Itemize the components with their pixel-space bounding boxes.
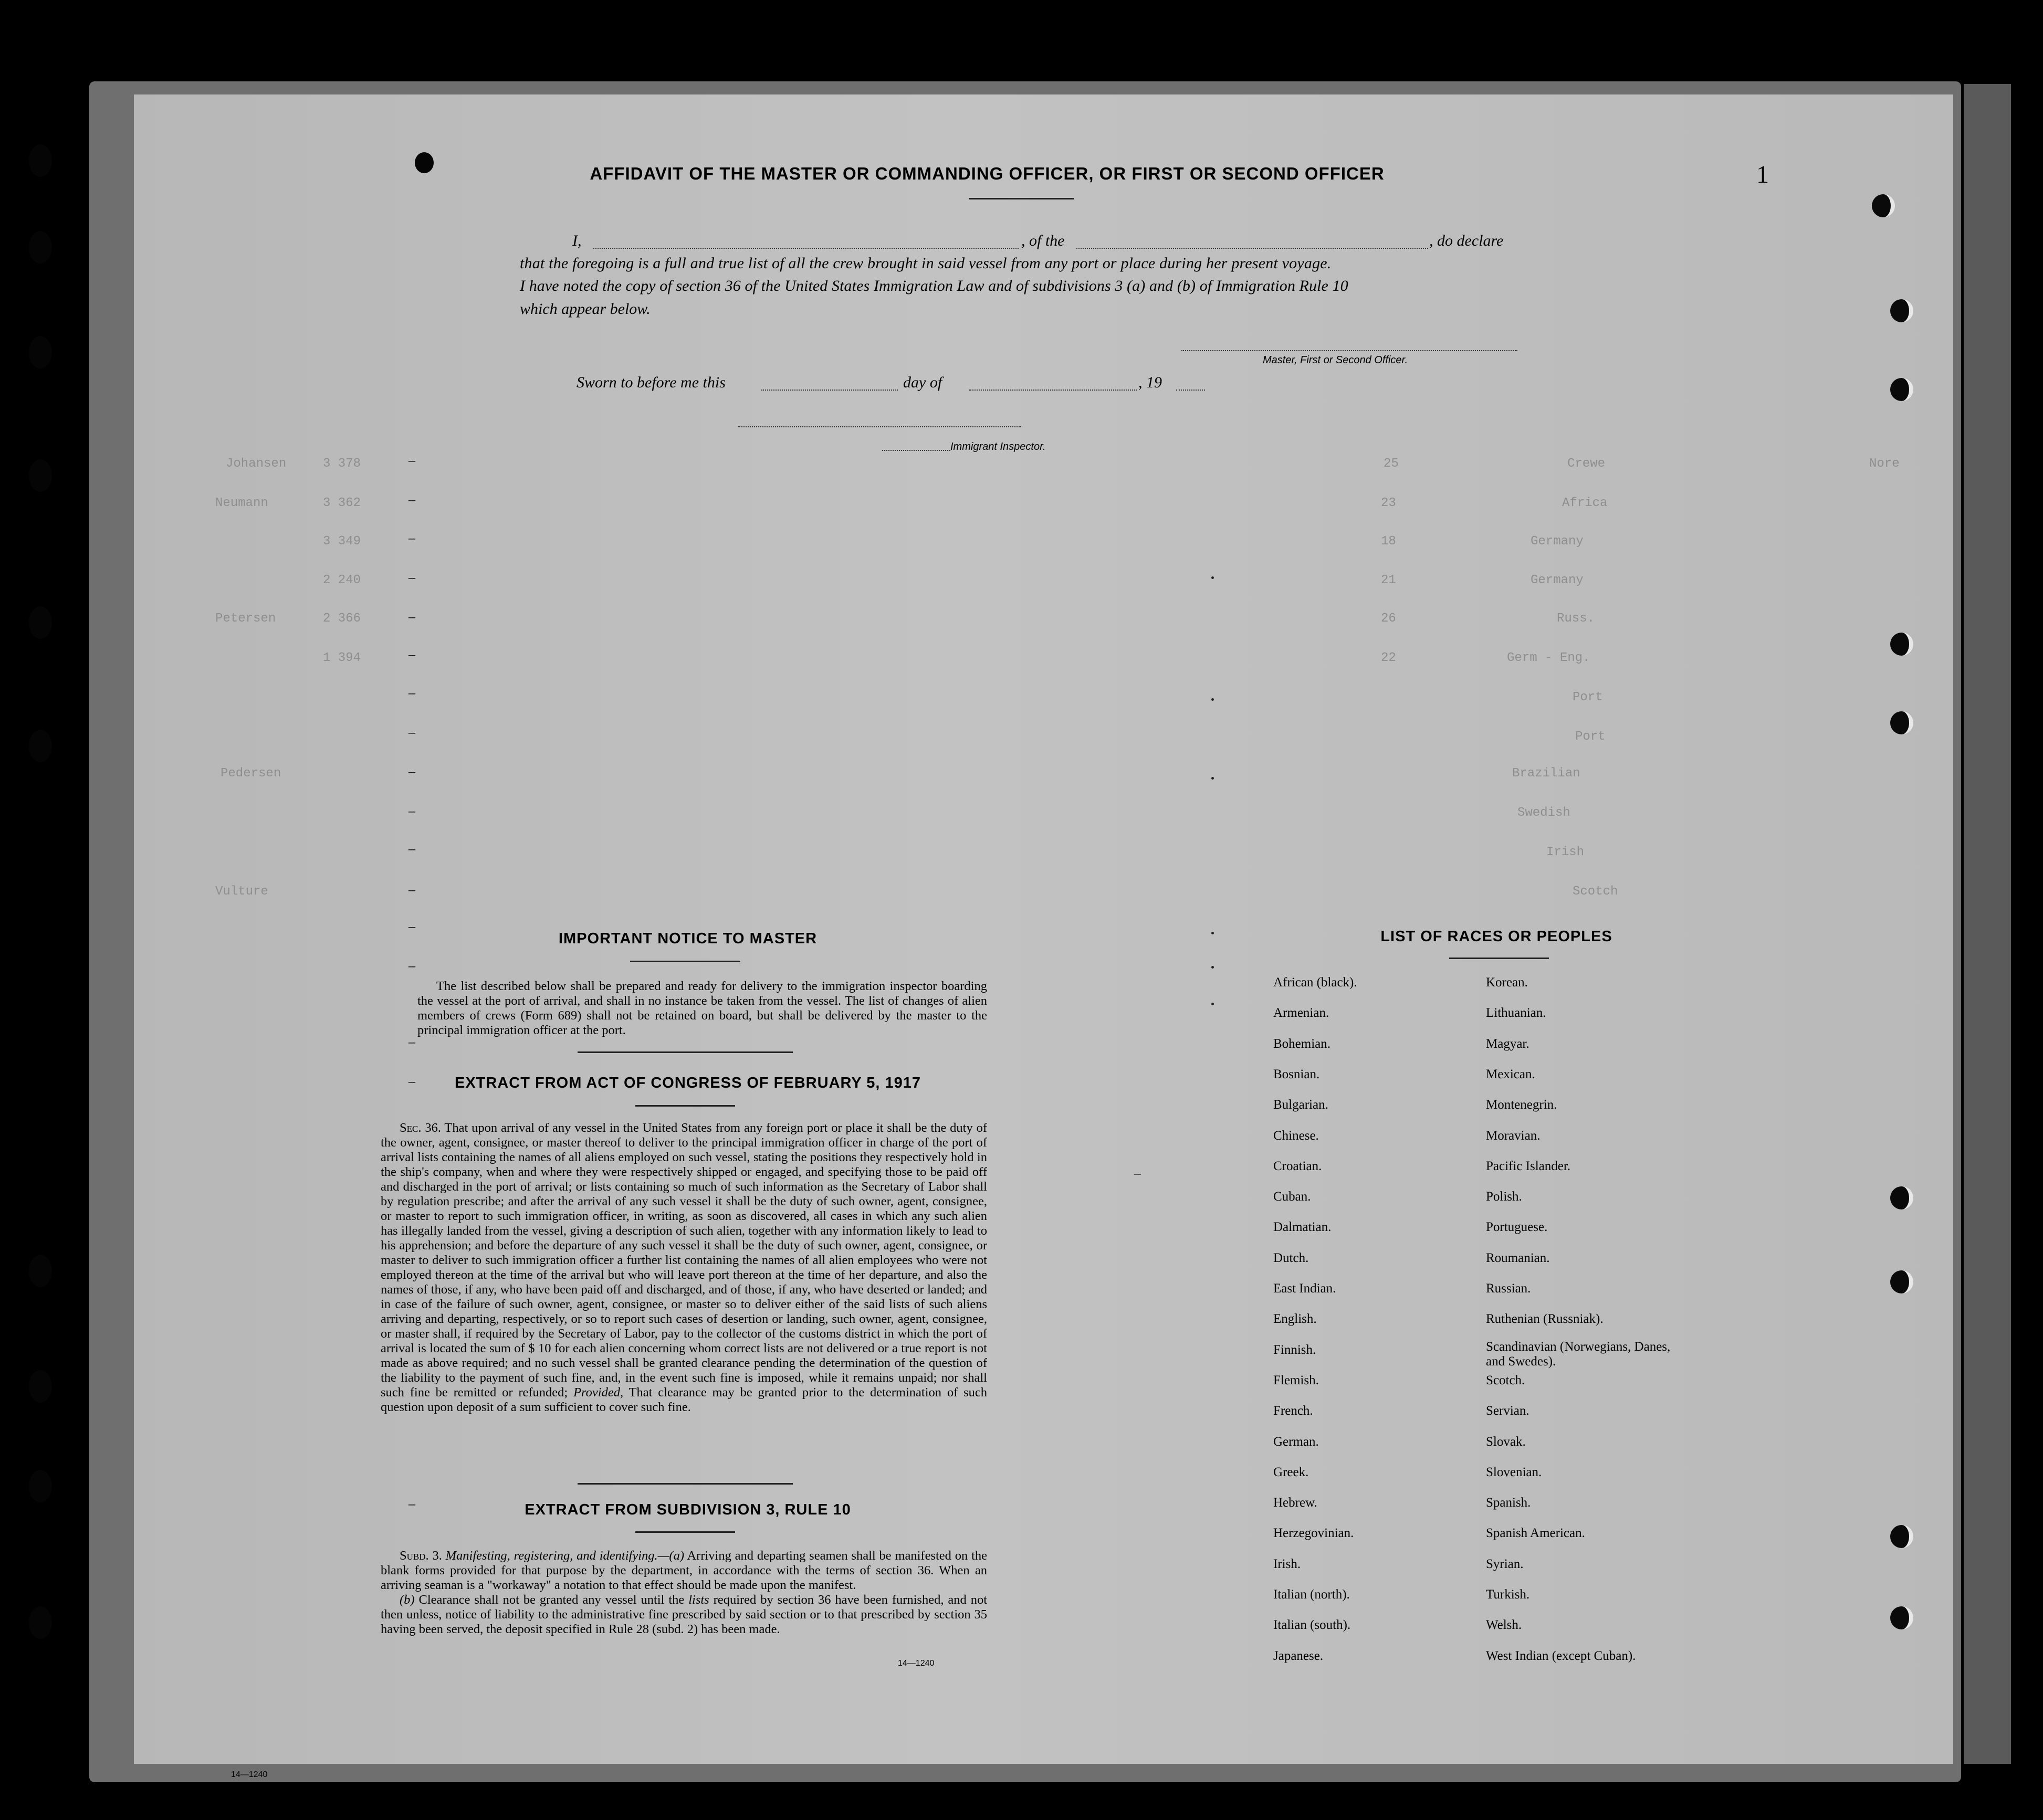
bleed-through: Crewe — [1567, 457, 1606, 471]
row-dash: – — [408, 453, 415, 468]
affidavit-declare: , do declare — [1429, 232, 1504, 249]
affidavit-of-the: , of the — [1021, 232, 1065, 249]
row-dash: – — [408, 1034, 415, 1049]
row-dash: – — [408, 492, 415, 507]
provided-label: Provided, — [573, 1385, 624, 1400]
bleed-through: 23 — [1381, 496, 1396, 510]
bleed-through: Scotch — [1573, 885, 1618, 899]
footer-form-number: 14—1240 — [231, 1770, 268, 1779]
binder-hole — [29, 1370, 52, 1403]
row-dash: – — [408, 882, 415, 897]
race-item: Roumanian. — [1486, 1250, 1550, 1265]
notice-paragraph: The list described below shall be prepared and ready for delivery to the immigration inspector boarding the vessel at the port of arrival, and shall in no instance be taken from the vessel. The list of changes of alien members of crews (Form 689) shall not be retained on board, but shall be delivered by the master to the principal immigration officer at the port. — [417, 979, 987, 1037]
races-rule — [1449, 958, 1549, 959]
race-item: West Indian (except Cuban). — [1486, 1648, 1636, 1663]
race-item: Moravian. — [1486, 1128, 1541, 1143]
race-item: Greek. — [1273, 1465, 1309, 1479]
bleed-through: Port — [1575, 730, 1606, 744]
race-item: Korean. — [1486, 975, 1528, 990]
name-field[interactable] — [593, 248, 1019, 249]
bleed-through: Irish — [1546, 845, 1585, 859]
punch-hole — [1890, 1186, 1913, 1209]
race-item: Portuguese. — [1486, 1220, 1548, 1235]
row-dash: – — [408, 841, 415, 856]
race-item: Bohemian. — [1273, 1036, 1331, 1051]
race-item: Welsh. — [1486, 1618, 1522, 1633]
bleed-through: Swedish — [1517, 806, 1570, 820]
sec-label: Sec. 36. — [400, 1121, 441, 1135]
act-rule — [635, 1105, 735, 1107]
row-dash: – — [408, 570, 415, 585]
dot-mark — [1211, 966, 1214, 969]
race-item: Spanish American. — [1486, 1526, 1585, 1541]
race-item: English. — [1273, 1312, 1317, 1327]
row-dash: – — [408, 1496, 415, 1511]
race-item: Irish. — [1273, 1556, 1301, 1571]
race-item: Italian (north). — [1273, 1587, 1350, 1602]
row-dash: – — [408, 803, 415, 818]
punch-hole — [1890, 711, 1913, 734]
title-rule — [969, 198, 1074, 199]
inspector-signature-field[interactable] — [738, 426, 1021, 427]
page-edge — [1964, 84, 2011, 1764]
row-dash: – — [408, 685, 415, 700]
race-item: Mexican. — [1486, 1067, 1535, 1081]
race-item: Cuban. — [1273, 1190, 1311, 1204]
subd-a-label: —(a) — [657, 1549, 684, 1563]
punch-hole — [1890, 1525, 1913, 1548]
bleed-through: Pedersen — [221, 766, 281, 781]
bleed-through: Neumann — [215, 496, 268, 510]
bleed-through: 21 — [1381, 573, 1396, 587]
rule10-rule — [635, 1531, 735, 1533]
act-body: That upon arrival of any vessel in the United States from any foreign port or place it shall be the duty of the owner, agent, consignee, or master thereof to deliver to the principal immigration officer in charge of the port of arrival lists containing the names of all aliens employed on such vessel, stating the positions they respectively hold in the ship's company, when and where they were respectively shipped or engaged, and specifying those to be paid off and discharged in the port of arrival; or lists containing so much of such information as the Secretary of Labor shall by regulation prescribe; and after the arrival of any such vessel it shall be the duty of such owner, agent, consignee, or master to report to such immigration officer, in writing, as soon as discovered, all cases in which any such alien has illegally landed from the vessel, giving a description of such alien, together with any information likely to lead to his apprehension; and before the departure of any such vessel it shall be the duty of such owner, agent, consignee, or master to deliver to such immigration officer a further list containing the names of all alien employees who were not employed thereon at the time of the arrival but who will leave port thereon at the time of her departure, and also the names of those, if any, who have been paid off and discharged, and of those, if any, who have deserted or landed; and in case of the failure of such owner, agent, consignee, or master so to deliver either of the said lists of such aliens arriving and departing, respectively, or so to report such cases of desertion or landing, such owner, agent, consignee, or master shall, if required by the Secretary of Labor, pay to the collector of the customs district in which the port of arrival is located the sum of $ 10 for each alien concerning whom correct lists are not delivered or a true report is not made as above required; and no such vessel shall be granted clearance pending the determination of the question of the liability to the payment of such fine, and, in the event such fine is imposed, while it remains unpaid; nor shall such fine be remitted or refunded; — [381, 1121, 987, 1400]
affidavit-line3: I have noted the copy of section 36 of the United States Immigration Law and of subdivisions 3 (a) and (b) of Immigration Rule 10 — [520, 277, 1348, 294]
bleed-through: Russ. — [1557, 612, 1595, 626]
bleed-through: 2 240 — [323, 573, 361, 587]
row-dash: – — [408, 724, 415, 740]
section-divider — [578, 1483, 793, 1485]
row-dash: – — [408, 647, 415, 662]
year-field[interactable] — [1176, 390, 1205, 391]
race-item: Finnish. — [1273, 1342, 1316, 1357]
punch-hole — [1890, 1606, 1913, 1629]
row-dash: – — [408, 919, 415, 934]
race-item: Chinese. — [1273, 1128, 1319, 1143]
race-item: French. — [1273, 1404, 1313, 1418]
races-title: LIST OF RACES OR PEOPLES — [1380, 928, 1612, 945]
punch-hole — [1890, 378, 1913, 401]
race-item: Slovenian. — [1486, 1465, 1542, 1479]
rule10-title: EXTRACT FROM SUBDIVISION 3, RULE 10 — [525, 1501, 851, 1518]
bleed-through: 18 — [1381, 534, 1396, 549]
binder-hole — [29, 459, 52, 492]
bleed-through: Nore — [1869, 457, 1900, 471]
race-item: German. — [1273, 1434, 1319, 1449]
race-item: Scandinavian (Norwegians, Danes, and Swedes). — [1486, 1339, 1671, 1369]
race-item: Flemish. — [1273, 1373, 1319, 1387]
binder-hole — [29, 730, 52, 762]
notice-text — [417, 979, 987, 1038]
race-item: Bosnian. — [1273, 1067, 1320, 1081]
binder-hole — [29, 231, 52, 264]
subd-b-text-1: Clearance shall not be granted any vessel until the — [418, 1593, 685, 1607]
row-dash: – — [408, 764, 415, 779]
race-item: Dutch. — [1273, 1250, 1309, 1265]
bleed-through: 3 349 — [323, 534, 361, 549]
subd-label: Subd. 3. — [400, 1549, 442, 1563]
rule10-text — [381, 1549, 987, 1637]
race-item: Italian (south). — [1273, 1618, 1351, 1633]
subd-heading: Manifesting, registering, and identifying. — [445, 1549, 658, 1563]
race-item: East Indian. — [1273, 1281, 1336, 1296]
race-item: Dalmatian. — [1273, 1220, 1332, 1235]
bleed-through: Brazilian — [1512, 766, 1580, 781]
sworn-month-field[interactable] — [969, 390, 1137, 391]
inspector-label: Immigrant Inspector. — [950, 441, 1046, 453]
notice-rule — [630, 961, 740, 962]
row-dash: – — [408, 958, 415, 973]
bleed-through: 3 362 — [323, 496, 361, 510]
subd-a-text: Arriving and departing seamen shall be manifested on the blank forms provided for that purpose by the department, in accordance with the terms of section 36. When an arriving seaman is a "workaway" a notation to that effect should be made upon the manifest. — [381, 1549, 987, 1592]
margin-mark: 1 — [1756, 161, 1769, 188]
subd-b-label: (b) — [400, 1593, 415, 1607]
act-title: EXTRACT FROM ACT OF CONGRESS OF FEBRUARY 5, 1917 — [454, 1075, 921, 1091]
race-item: Syrian. — [1486, 1556, 1524, 1571]
race-item: Spanish. — [1486, 1496, 1531, 1510]
bleed-through: 3 378 — [323, 457, 361, 471]
binder-hole — [29, 336, 52, 369]
bleed-through: 2 366 — [323, 612, 361, 626]
dot-mark — [1211, 932, 1214, 934]
vessel-field[interactable] — [1076, 248, 1428, 249]
race-item: Pacific Islander. — [1486, 1159, 1571, 1173]
race-item: Turkish. — [1486, 1587, 1530, 1602]
subd-b-lists: lists — [688, 1593, 709, 1607]
bleed-through: 1 394 — [323, 651, 361, 665]
act-body-end: That clearance may be granted prior to the determination of such question upon deposit of a sum sufficient to cover such fine. — [381, 1385, 988, 1414]
punch-hole — [1890, 299, 1913, 322]
race-item: Montenegrin. — [1486, 1098, 1557, 1112]
race-item: Slovak. — [1486, 1434, 1526, 1449]
bleed-through: Petersen — [215, 612, 276, 626]
binder-hole — [29, 1606, 52, 1639]
dot-mark — [1211, 1003, 1214, 1005]
sworn-day-field[interactable] — [761, 390, 898, 391]
bleed-through: Germany — [1531, 534, 1584, 549]
year-text: , 19 — [1138, 374, 1162, 391]
section-divider — [578, 1051, 793, 1053]
binder-hole — [29, 606, 52, 639]
punch-hole — [1890, 633, 1913, 656]
form-number: 14—1240 — [898, 1659, 935, 1668]
race-item: Armenian. — [1273, 1006, 1329, 1021]
affidavit-line2: that the foregoing is a full and true list of all the crew brought in said vessel from any port or place during her present voyage. — [520, 255, 1332, 272]
binder-hole — [29, 1470, 52, 1502]
race-item: Servian. — [1486, 1404, 1529, 1418]
inspector-dots — [882, 450, 950, 451]
punch-hole — [1872, 194, 1895, 217]
binder-hole — [29, 144, 52, 177]
race-item: Scotch. — [1486, 1373, 1525, 1387]
race-item: Herzegovinian. — [1273, 1526, 1354, 1541]
race-item: Hebrew. — [1273, 1496, 1317, 1510]
dot-mark — [1211, 576, 1214, 579]
row-dash: – — [1134, 1165, 1141, 1181]
subd-b-text-2: required by section 36 have been furnished, and not then unless, notice of liability to the administrative fine prescribed by said section or to that prescribed by section 35 having been served, the deposit specified in Rule 28 (subd. 2) has been made. — [381, 1593, 988, 1636]
race-item: Ruthenian (Russniak). — [1486, 1312, 1604, 1327]
punch-hole — [415, 152, 434, 173]
bleed-through: 26 — [1381, 612, 1396, 626]
bleed-through: Africa — [1562, 496, 1608, 510]
race-item: Bulgarian. — [1273, 1098, 1328, 1112]
race-item: Magyar. — [1486, 1036, 1529, 1051]
row-dash: – — [408, 1074, 415, 1089]
row-dash: – — [408, 530, 415, 545]
dot-mark — [1211, 698, 1214, 701]
bleed-through: Johansen — [226, 457, 287, 471]
day-of-text: day of — [903, 374, 942, 391]
bleed-through: Port — [1573, 690, 1603, 704]
bleed-through: Germany — [1531, 573, 1584, 587]
master-signature-field[interactable] — [1181, 350, 1517, 351]
affidavit-line4: which appear below. — [520, 300, 651, 318]
dot-mark — [1211, 777, 1214, 780]
binder-hole — [29, 1255, 52, 1287]
race-item: Croatian. — [1273, 1159, 1322, 1173]
punch-hole — [1890, 1270, 1913, 1293]
bleed-through: Germ - Eng. — [1507, 651, 1590, 665]
race-item: African (black). — [1273, 975, 1357, 990]
bleed-through: Vulture — [215, 885, 268, 899]
master-label: Master, First or Second Officer. — [1263, 354, 1408, 366]
race-item: Lithuanian. — [1486, 1006, 1546, 1021]
act-text — [381, 1121, 987, 1415]
bleed-through: 22 — [1381, 651, 1396, 665]
race-item: Japanese. — [1273, 1648, 1324, 1663]
affidavit-title: AFFIDAVIT OF THE MASTER OR COMMANDING OFFICER, OR FIRST OR SECOND OFFICER — [590, 164, 1385, 183]
bleed-through: 25 — [1384, 457, 1399, 471]
affidavit-i: I, — [572, 232, 582, 249]
race-item: Russian. — [1486, 1281, 1531, 1296]
row-dash: – — [408, 609, 415, 624]
sworn-text: Sworn to before me this — [577, 374, 726, 391]
notice-title: IMPORTANT NOTICE TO MASTER — [558, 930, 818, 947]
race-item: Polish. — [1486, 1190, 1522, 1204]
